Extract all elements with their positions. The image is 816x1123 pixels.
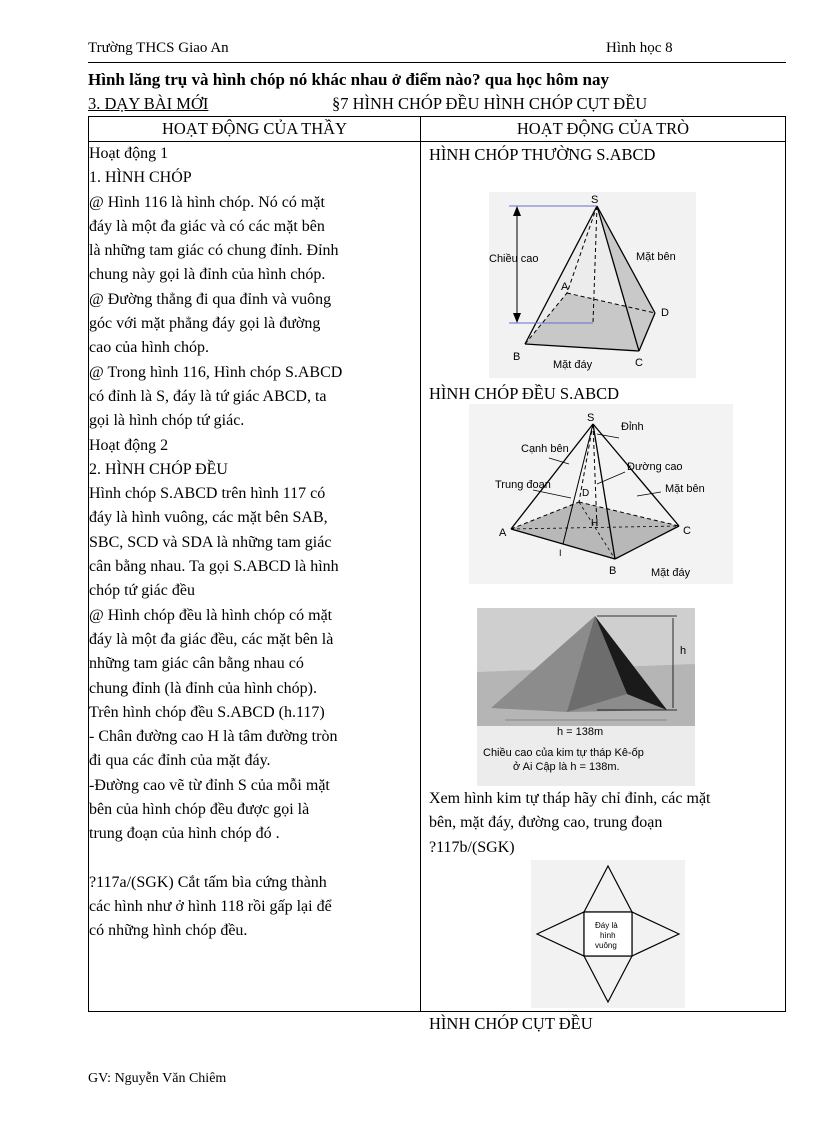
fig117-label-side: Mặt bên [665, 483, 705, 495]
fig116-label-c: C [635, 357, 643, 369]
teacher-line: ?117a/(SGK) Cắt tấm bìa cứng thành [89, 873, 327, 891]
teacher-line: Hình chóp S.ABCD trên hình 117 có [89, 485, 326, 503]
school-name: Trường THCS Giao An [88, 40, 229, 56]
teacher-line: những tam giác cân bằng nhau có [89, 655, 304, 673]
intro-question: Hình lăng trụ và hình chóp nó khác nhau ở điểm nào? qua học hôm nay [88, 70, 609, 89]
fig116-label-a: A [561, 281, 569, 293]
teacher-line: trung đoạn của hình chóp đó . [89, 825, 280, 843]
photo-label-h: h [680, 645, 687, 657]
col-student-header: HOẠT ĐỘNG CỦA TRÒ [421, 117, 786, 142]
fig117-label-apothem: Trung đoạn [495, 479, 551, 491]
teacher-line: SBC, SCD và SDA là những tam giác [89, 533, 332, 551]
subject-name: Hình học 8 [606, 40, 673, 56]
figure-pyramid-net [531, 860, 685, 1008]
fig117-label-base: Mặt đáy [651, 567, 691, 579]
teacher-line: - Chân đường cao H là tâm đường tròn [89, 728, 338, 746]
activity-table [88, 116, 786, 1033]
teacher-line: đáy là một đa giác và có các mặt bên [89, 217, 325, 235]
photo-caption-line-2: ở Ai Cập là h = 138m. [513, 761, 620, 773]
fig117-label-i: I [559, 548, 562, 558]
fig116-label-b: B [513, 351, 521, 363]
student-line: ?117b/(SGK) [429, 838, 515, 856]
col-teacher-header: HOẠT ĐỘNG CỦA THẦY [89, 117, 421, 142]
teacher-line: góc với mặt phẳng đáy gọi là đường [89, 315, 321, 333]
fig117-label-c: C [683, 525, 691, 537]
student-paragraph [429, 787, 784, 860]
figure-117-pyramid [469, 404, 733, 584]
section-label: 3. DẠY BÀI MỚI [88, 94, 209, 113]
fig116-label-s: S [591, 194, 599, 206]
net-label-line-1: Đáy là [595, 921, 618, 930]
student-line: Xem hình kim tự tháp hãy chỉ đỉnh, các mặt [429, 790, 711, 807]
net-label-line-2: hình [600, 931, 616, 940]
section-title: §7 HÌNH CHÓP ĐỀU HÌNH CHÓP CỤT ĐỀU [332, 94, 648, 113]
teacher-line: gọi là hình chóp tứ giác. [89, 412, 245, 430]
teacher-line: bên của hình chóp đều được gọi là [89, 801, 310, 819]
student-title-truncated-pyramid: HÌNH CHÓP CỤT ĐỀU [429, 1014, 593, 1033]
header-divider [88, 62, 786, 63]
teacher-line: @ Trong hình 116, Hình chóp S.ABCD [89, 363, 343, 381]
footer-teacher: GV: Nguyễn Văn Chiêm [88, 1071, 227, 1086]
teacher-line: có những hình chóp đều. [89, 922, 248, 940]
fig117-label-a: A [499, 527, 507, 539]
teacher-blank-line [89, 847, 420, 871]
student-column [421, 142, 786, 1033]
teacher-line: cao của hình chóp. [89, 339, 209, 357]
student-title-regular-right-pyramid: HÌNH CHÓP ĐỀU S.ABCD [429, 384, 620, 403]
fig117-label-apex: Đỉnh [621, 421, 644, 433]
teacher-line: đáy là một đa giác đều, các mặt bên là [89, 630, 334, 648]
fig117-label-h: H [591, 518, 599, 529]
fig116-label-side: Mặt bên [636, 251, 676, 263]
teacher-line: có đỉnh là S, đáy là tứ giác ABCD, ta [89, 387, 327, 405]
student-title-regular-pyramid: HÌNH CHÓP THƯỜNG S.ABCD [429, 145, 656, 164]
teacher-line: Hoạt động 2 [89, 436, 169, 454]
teacher-line: đáy là hình vuông, các mặt bên SAB, [89, 509, 328, 527]
photo-label-hval: h = 138m [557, 726, 604, 738]
photo-caption-line-1: Chiều cao của kim tự tháp Kê-ốp [483, 747, 644, 759]
teacher-line: @ Đường thẳng đi qua đỉnh và vuông [89, 290, 332, 308]
teacher-line: @ Hình 116 là hình chóp. Nó có mặt [89, 193, 325, 211]
teacher-line: đi qua các đỉnh của mặt đáy. [89, 752, 271, 770]
teacher-line: cân bằng nhau. Ta gọi S.ABCD là hình [89, 558, 339, 576]
fig116-label-d: D [661, 307, 669, 319]
net-label-line-3: vuông [595, 941, 617, 950]
fig116-label-base: Mặt đáy [553, 359, 593, 371]
teacher-line: @ Hình chóp đều là hình chóp có mặt [89, 606, 333, 624]
teacher-column [89, 142, 421, 1012]
teacher-line: là những tam giác có chung đỉnh. Đỉnh [89, 242, 339, 260]
fig117-label-altitude: Đường cao [627, 461, 683, 473]
teacher-line: 1. HÌNH CHÓP [89, 169, 192, 187]
figure-pyramid-photo [477, 608, 695, 786]
teacher-line: -Đường cao vẽ từ đỉnh S của mỗi mặt [89, 776, 330, 794]
fig117-label-edge: Cạnh bên [521, 443, 569, 455]
teacher-line: các hình như ở hình 118 rồi gấp lại để [89, 897, 332, 915]
teacher-line: chung đỉnh (là đỉnh của hình chóp). [89, 679, 317, 697]
fig116-label-height: Chiều cao [489, 253, 539, 265]
teacher-line: chung này gọi là đỉnh của hình chóp. [89, 266, 326, 284]
teacher-line: Hoạt động 1 [89, 145, 169, 162]
figure-116-pyramid [489, 192, 696, 378]
fig117-label-b: B [609, 565, 617, 577]
fig117-label-s: S [587, 412, 595, 424]
student-line: bên, mặt đáy, đường cao, trung đoạn [429, 814, 663, 832]
teacher-line: 2. HÌNH CHÓP ĐỀU [89, 460, 228, 478]
teacher-line: Trên hình chóp đều S.ABCD (h.117) [89, 703, 325, 721]
teacher-line: chóp tứ giác đều [89, 582, 195, 600]
fig117-label-d: D [582, 488, 590, 499]
